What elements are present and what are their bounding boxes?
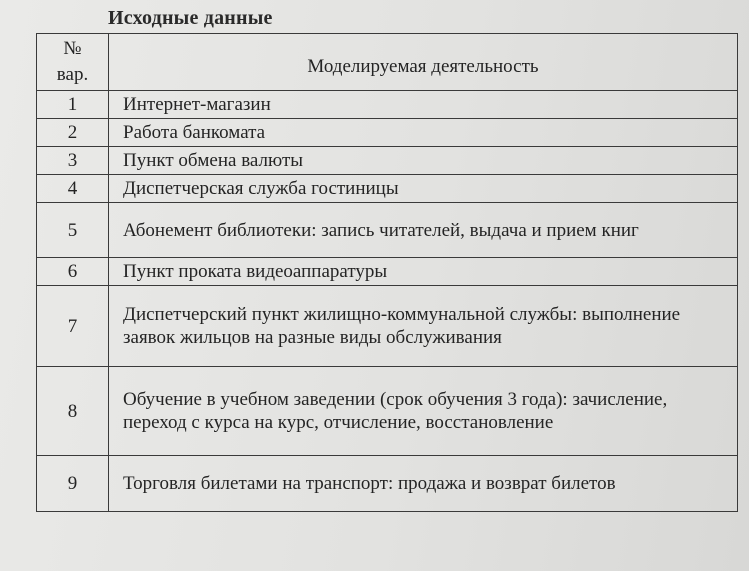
variant-number-cell: 2	[37, 119, 109, 147]
activity-cell: Пункт обмена валюты	[109, 147, 738, 175]
activity-cell: Абонемент библиотеки: запись читателей, выдача и прием книг	[109, 203, 738, 258]
table-row	[37, 91, 738, 119]
header-activity: Моделируемая деятельность	[109, 34, 738, 91]
table-row	[37, 147, 738, 175]
activity-cell: Торговля билетами на транспорт: продажа и возврат билетов	[109, 456, 738, 512]
variant-number-cell: 5	[37, 203, 109, 258]
variant-number-cell: 6	[37, 258, 109, 286]
table-row	[37, 286, 738, 367]
table-row	[37, 203, 738, 258]
variant-number-cell: 1	[37, 91, 109, 119]
table-header-row	[37, 34, 738, 91]
activity-cell: Диспетчерская служба гостиницы	[109, 175, 738, 203]
table-row	[37, 175, 738, 203]
activity-cell: Пункт проката видеоаппаратуры	[109, 258, 738, 286]
section-heading: Исходные данные	[108, 7, 273, 29]
variants-table	[36, 33, 738, 512]
header-variant-number	[37, 34, 109, 91]
activity-cell: Обучение в учебном заведении (срок обучения 3 года): зачисление, переход с курса на курс, отчисление, восстановление	[109, 367, 738, 456]
variant-number-cell: 7	[37, 286, 109, 367]
table-row	[37, 456, 738, 512]
variant-number-cell: 4	[37, 175, 109, 203]
activity-cell: Интернет-магазин	[109, 91, 738, 119]
variant-number-cell: 8	[37, 367, 109, 456]
header-number-sign: №	[63, 38, 82, 59]
activity-cell: Работа банкомата	[109, 119, 738, 147]
table-row	[37, 367, 738, 456]
variant-number-cell: 9	[37, 456, 109, 512]
header-variant-abbr: вар.	[56, 64, 89, 85]
activity-cell: Диспетчерский пункт жилищно-коммунальной службы: выполнение заявок жильцов на разные виды обслуживания	[109, 286, 738, 367]
table-row	[37, 258, 738, 286]
variant-number-cell: 3	[37, 147, 109, 175]
table-row	[37, 119, 738, 147]
